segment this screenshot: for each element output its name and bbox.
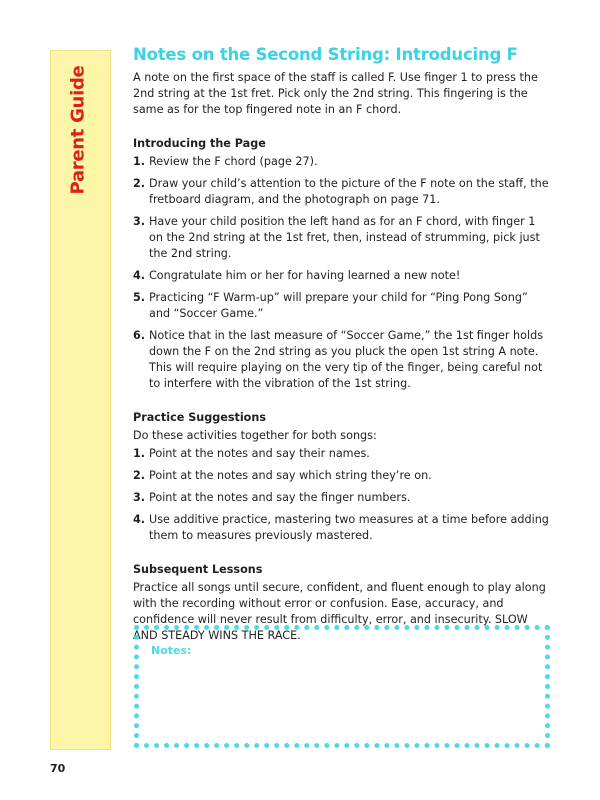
item-text: Practicing “F Warm-up” will prepare your child for “Ping Pong Song” and “Soccer Game.” [149,291,528,320]
list-item [133,512,551,544]
item-text: Review the F chord (page 27). [149,155,318,168]
practice-heading: Practice Suggestions [133,411,266,424]
item-number: 2. [133,469,146,482]
item-number: 3. [133,491,146,504]
subsequent-heading: Subsequent Lessons [133,563,263,576]
item-text: Point at the notes and say their names. [149,447,370,460]
intro-paragraph: A note on the first space of the staff is called F. Use finger 1 to press the 2nd string at the 1st fret. Pick only the 2nd string. This fingering is the same as for the top fingered note in an F chord. [133,71,538,116]
list-item [133,154,551,170]
item-number: 4. [133,269,146,282]
practice-intro: Do these activities together for both songs: [133,429,377,442]
item-text: Have your child position the left hand as for an F chord, with finger 1 on the 2nd string at the 1st fret, then, instead of strumming, pick just the 2nd string. [149,215,540,260]
item-number: 6. [133,329,146,342]
list-item [133,446,551,462]
page-number: 70 [50,762,66,775]
list-item [133,268,551,284]
item-text: Point at the notes and say which string they’re on. [149,469,432,482]
introducing-heading: Introducing the Page [133,137,266,150]
notes-label: Notes: [151,644,192,657]
practice-list [133,446,551,544]
item-text: Congratulate him or her for having learned a new note! [149,269,461,282]
sidebar-label: Parent Guide [67,65,89,195]
item-number: 2. [133,177,146,190]
item-text: Draw your child’s attention to the picture of the F note on the staff, the fretboard diagram, and the photograph on page 71. [149,177,549,206]
item-number: 4. [133,513,146,526]
item-text: Point at the notes and say the finger numbers. [149,491,411,504]
list-item [133,468,551,484]
introducing-list [133,154,551,392]
item-text: Notice that in the last measure of “Soccer Game,” the 1st finger holds down the F on the 2nd string as you pluck the open 1st string A note. This will require playing on the very tip of the finger, being careful not to interfere with the vibration of the 1st string. [149,329,544,390]
page-title: Notes on the Second String: Introducing F [133,45,518,64]
item-number: 1. [133,155,146,168]
list-item [133,176,551,208]
item-text: Use additive practice, mastering two measures at a time before adding them to measures previously mastered. [149,513,549,542]
list-item [133,490,551,506]
list-item [133,290,551,322]
subsequent-paragraph: Practice all songs until secure, confident, and fluent enough to play along with the recording without error or confusion. Ease, accuracy, and confidence will never result from difficulty, error, and insecurity. SLOW AND STEADY WINS THE RACE. [133,581,546,642]
item-number: 3. [133,215,146,228]
item-number: 1. [133,447,146,460]
list-item [133,328,551,392]
notes-box [134,625,550,748]
list-item [133,214,551,262]
main-content [133,44,551,644]
item-number: 5. [133,291,146,304]
